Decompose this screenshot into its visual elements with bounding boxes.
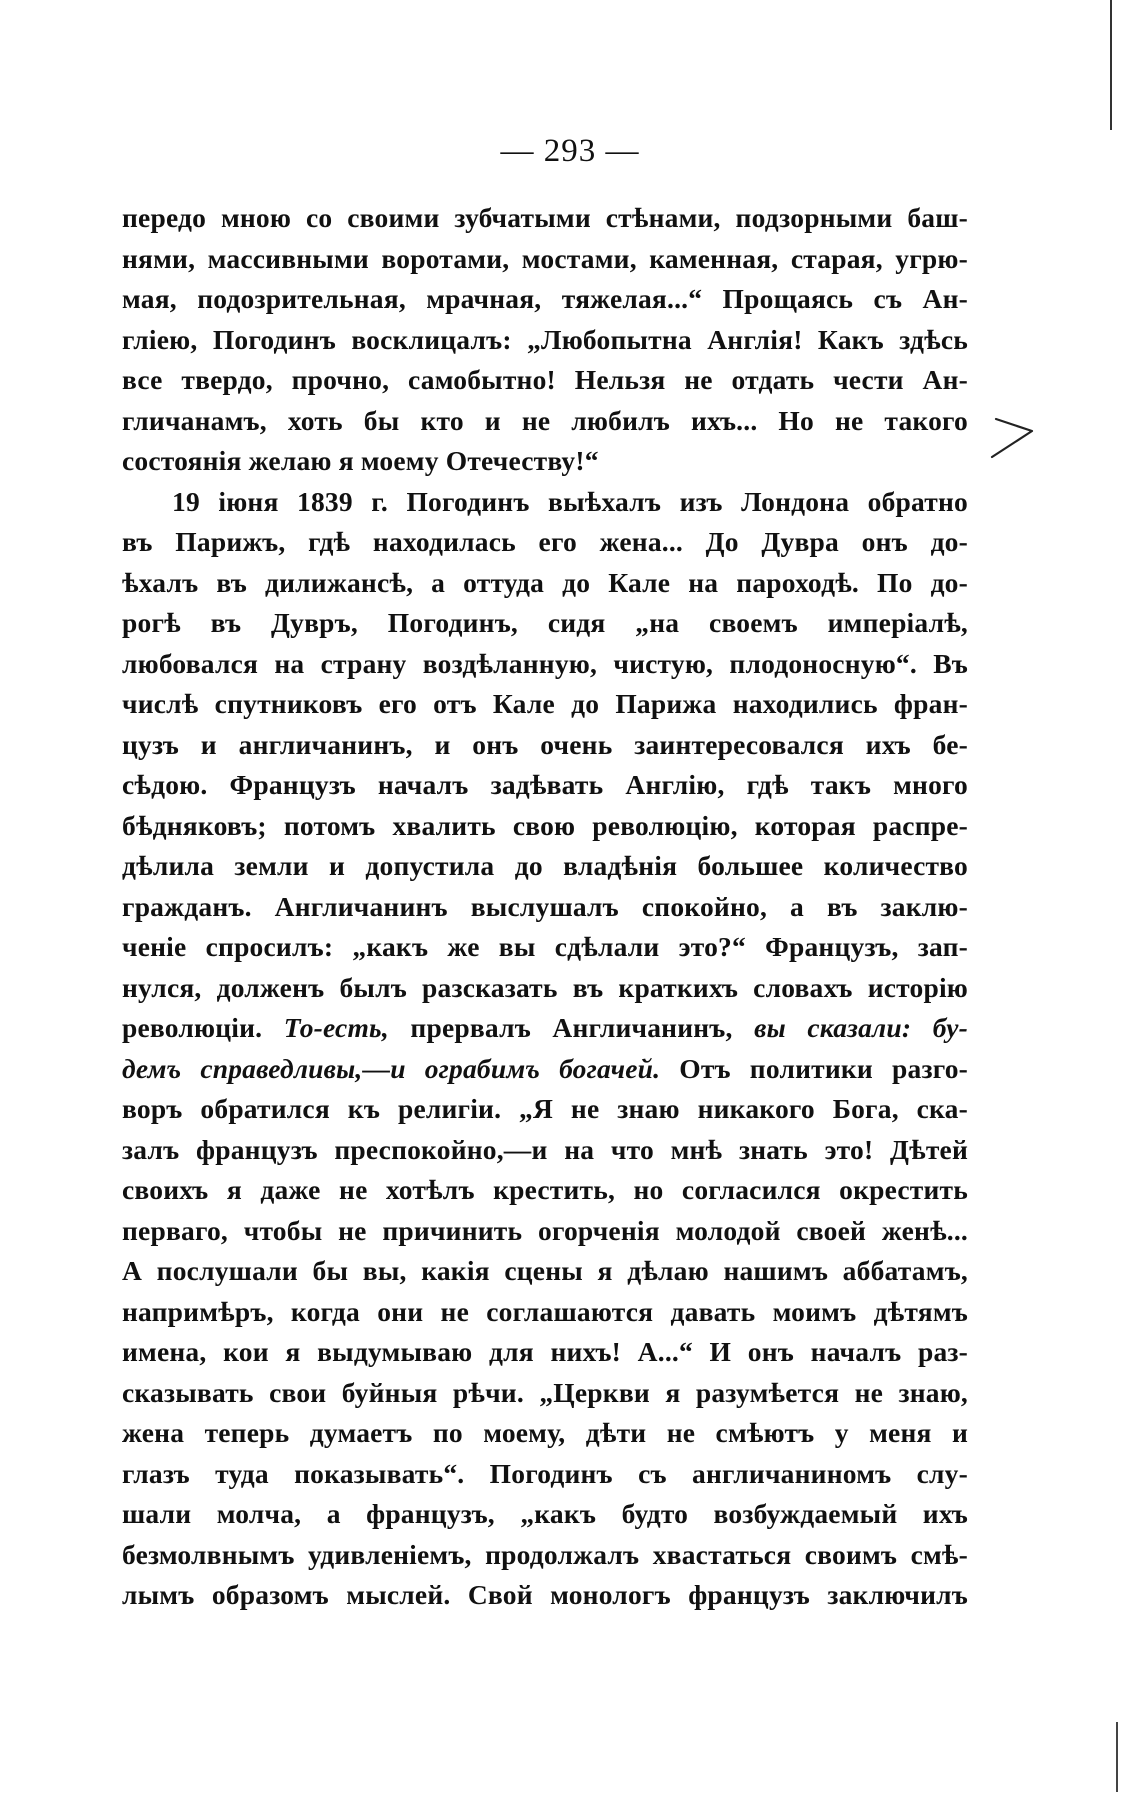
text-line: дѣлила земли и допустила до владѣнія большее количество (122, 850, 968, 881)
text-line: рогѣ въ Дувръ, Погодинъ, сидя „на своемъ имперіалѣ, (122, 607, 968, 638)
text-line: числѣ спутниковъ его отъ Кале до Парижа находились фран- (122, 688, 968, 719)
text-line-mixed (122, 1049, 968, 1090)
text-line: своихъ я даже не хотѣлъ крестить, но согласился окрестить (122, 1174, 968, 1205)
text-line: нулся, долженъ былъ разсказать въ краткихъ словахъ исторію (122, 971, 968, 1003)
text-line: напримѣръ, когда они не соглашаются давать моимъ дѣтямъ (122, 1295, 968, 1327)
text-run: прервалъ Англичанинъ, (410, 1012, 733, 1043)
text-line: А послушали бы вы, какія сцены я дѣлаю нашимъ аббатамъ, (122, 1255, 968, 1286)
text-line: все твердо, прочно, самобытно! Нельзя не отдать чести Ан- (122, 364, 968, 395)
text-line: ѣхалъ въ дилижансѣ, а оттуда до Кале на пароходѣ. По до- (122, 566, 968, 598)
text-line: безмолвнымъ удивленіемъ, продолжалъ хвастаться своимъ смѣ- (122, 1538, 968, 1570)
text-line: въ Парижъ, гдѣ находилась его жена... До Дувра онъ до- (122, 526, 968, 557)
text-line: гличанамъ, хоть бы кто и не любилъ ихъ... Но не такого (122, 404, 968, 436)
text-line: шали молча, а французъ, „какъ будто возбуждаемый ихъ (122, 1498, 968, 1529)
text-line: передо мною со своими зубчатыми стѣнами, подзорными баш- (122, 202, 968, 233)
italic-run: вы сказали: бу- (754, 1012, 969, 1043)
text-line-mixed (122, 1008, 968, 1049)
page-number: — 293 — (500, 133, 640, 169)
text-line: ченіе спросилъ: „какъ же вы сдѣлали это?“ Французъ, зап- (122, 931, 968, 962)
text-line: сѣдою. Французъ началъ задѣвать Англію, гдѣ такъ много (122, 769, 968, 800)
text-line: 19 іюня 1839 г. Погодинъ выѣхалъ изъ Лондона обратно (172, 485, 968, 517)
text-line: воръ обратился къ религіи. „Я не знаю никакого Бога, ска- (122, 1093, 968, 1124)
text-line: любовался на страну воздѣланную, чистую, плодоносную“. Въ (122, 647, 968, 679)
text-run: революціи. (122, 1012, 263, 1043)
text-line: мая, подозрительная, мрачная, тяжелая...“ Прощаясь съ Ан- (122, 283, 968, 314)
text-line: лымъ образомъ мыслей. Свой монологъ французъ заключилъ (122, 1579, 968, 1610)
italic-run: То-есть, (283, 1012, 389, 1043)
body-text (122, 198, 968, 1616)
text-line: сказывать свои буйныя рѣчи. „Церкви я разумѣется не знаю, (122, 1376, 968, 1408)
italic-run: демъ справедливы,—и ограбимъ богачей. (122, 1052, 661, 1084)
text-line: имена, кои я выдумываю для нихъ! А...“ И онъ началъ раз- (122, 1336, 968, 1367)
margin-rule-top (1110, 0, 1112, 130)
text-line: перваго, чтобы не причинить огорченія молодой своей женѣ... (122, 1214, 968, 1246)
text-line: глазъ туда показывать“. Погодинъ съ англичаниномъ слу- (122, 1457, 968, 1489)
text-line: гражданъ. Англичанинъ выслушалъ спокойно, а въ заклю- (122, 890, 968, 922)
text-line: залъ французъ преспокойно,—и на что мнѣ знать это! Дѣтей (122, 1133, 968, 1165)
pencil-mark-icon (988, 413, 1038, 463)
text-line: цузъ и англичанинъ, и онъ очень заинтересовался ихъ бе- (122, 728, 968, 760)
text-line: состоянія желаю я моему Отечеству!“ (122, 445, 599, 476)
text-line: нями, массивными воротами, мостами, каменная, старая, угрю- (122, 242, 968, 274)
text-line: гліею, Погодинъ восклицалъ: „Любопытна Англія! Какъ здѣсь (122, 323, 968, 355)
text-run: Отъ политики разго- (679, 1052, 969, 1084)
margin-rule-bottom (1116, 1722, 1118, 1792)
text-line: жена теперь думаетъ по моему, дѣти не смѣютъ у меня и (122, 1417, 968, 1448)
text-line: бѣдняковъ; потомъ хвалить свою революцію, которая распре- (122, 809, 968, 841)
